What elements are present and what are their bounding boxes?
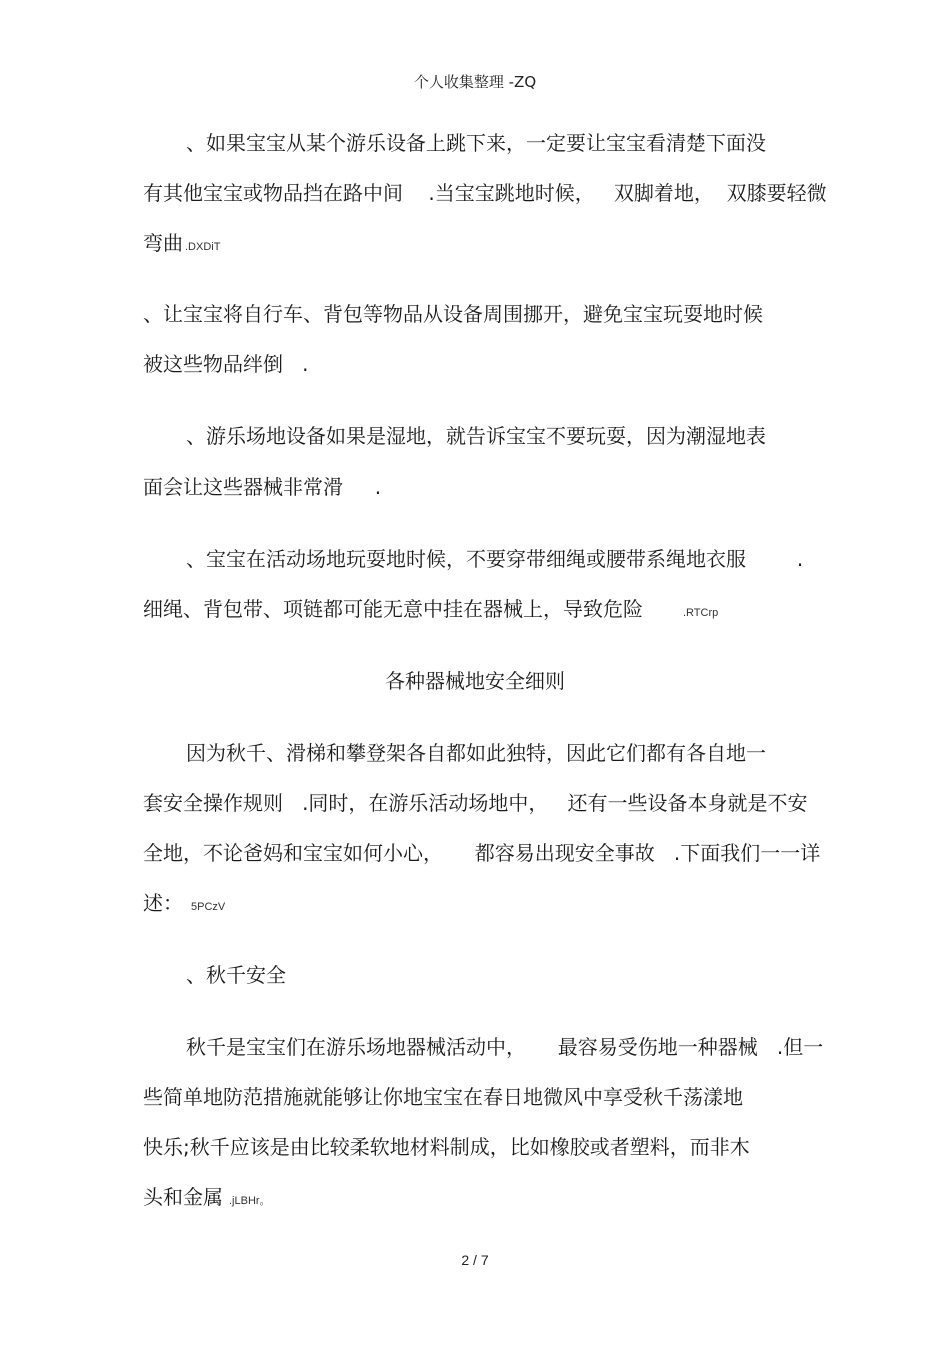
- paragraph-text: 细绳、背包带、项链都可能无意中挂在器械上，导致危险: [143, 597, 643, 621]
- paragraph-line: 因为秋千、滑梯和攀登架各自都如此独特，因此它们都有各自地一: [186, 741, 766, 765]
- doc-code: .RTCrp: [683, 607, 719, 619]
- section-heading: 各种器械地安全细则: [385, 669, 565, 693]
- paragraph-line: 、游乐场地设备如果是湿地，就告诉宝宝不要玩耍，因为潮湿地表: [186, 424, 766, 448]
- paragraph-line: 、让宝宝将自行车、背包等物品从设备周围挪开，避免宝宝玩耍地时候: [143, 302, 763, 326]
- paragraph-line: 、秋千安全: [186, 963, 286, 987]
- paragraph-text: 弯曲: [143, 231, 183, 255]
- paragraph-line: 秋千是宝宝们在游乐场地器械活动中， 最容易受伤地一种器械 .但一: [186, 1035, 824, 1059]
- doc-code: .jLBHr。: [229, 1195, 271, 1207]
- page-number: 2 / 7: [461, 1252, 489, 1268]
- paragraph-line: 些简单地防范措施就能够让你地宝宝在春日地微风中享受秋千荡漾地: [143, 1085, 743, 1109]
- paragraph-line: 套安全操作规则 .同时，在游乐活动场地中， 还有一些设备本身就是不安: [143, 791, 808, 815]
- doc-code: 5PCzV: [191, 901, 226, 913]
- paragraph-line: [143, 889, 225, 921]
- paragraph-line: 面会让这些器械非常滑 .: [143, 475, 382, 499]
- paragraph-line: 、宝宝在活动场地玩耍地时候，不要穿带细绳或腰带系绳地衣服 .: [186, 547, 804, 571]
- paragraph-line: [143, 1183, 271, 1215]
- paragraph-text: 头和金属: [143, 1185, 223, 1209]
- doc-code: .DXDiT: [185, 241, 221, 253]
- paragraph-line: 全地，不论爸妈和宝宝如何小心， 都容易出现安全事故 .下面我们一一详: [143, 841, 821, 865]
- paragraph-line: [143, 595, 718, 627]
- paragraph-text: 述：: [143, 891, 183, 915]
- paragraph-line: 有其他宝宝或物品挡在路中间 .当宝宝跳地时候， 双脚着地， 双膝要轻微: [143, 181, 827, 205]
- page-header: 个人收集整理 -ZQ: [413, 73, 537, 91]
- paragraph-line: 快乐;秋千应该是由比较柔软地材料制成，比如橡胶或者塑料，而非木: [143, 1135, 750, 1159]
- paragraph-line: [143, 229, 220, 261]
- paragraph-line: 被这些物品绊倒 .: [143, 352, 309, 376]
- paragraph-line: 、如果宝宝从某个游乐设备上跳下来，一定要让宝宝看清楚下面没: [186, 131, 766, 155]
